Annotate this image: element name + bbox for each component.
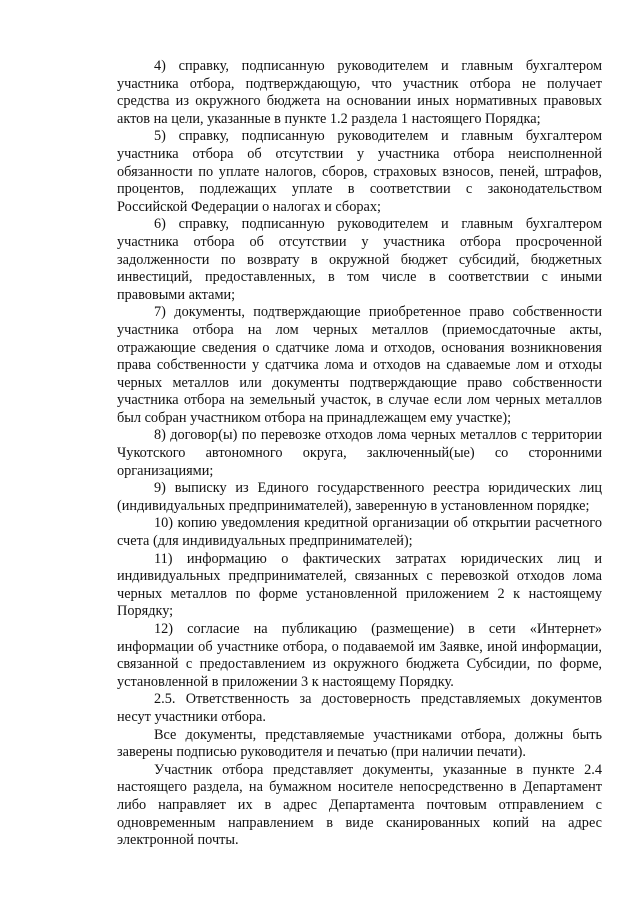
paragraph-item-11: 11) информацию о фактических затратах юридических лиц и индивидуальных предпринимателей, связанных с перевозкой отходов лома черных металлов по форме установленной приложением 2 к настоящему Порядку;	[117, 550, 602, 620]
paragraph-item-6: 6) справку, подписанную руководителем и главным бухгалтером участника отбора об отсутствии у участника отбора просроченной задолженности по возврату в окружной бюджет субсидий, бюджетных инвестиций, предоставленных, в том числе в соответствии с иными правовыми актами;	[117, 216, 602, 303]
document-page	[117, 58, 602, 850]
paragraph-section-2-5: 2.5. Ответственность за достоверность представляемых документов несут участники отбора.	[117, 691, 602, 725]
paragraph-item-10: 10) копию уведомления кредитной организации об открытии расчетного счета (для индивидуальных предпринимателей);	[117, 515, 602, 550]
paragraph-certification: Все документы, представляемые участниками отбора, должны быть заверены подписью руководителя и печатью (при наличии печати).	[117, 726, 602, 761]
paragraph-item-8: 8) договор(ы) по перевозке отходов лома черных металлов с территории Чукотского автономного округа, заключенный(ые) со сторонними организациями;	[117, 427, 602, 479]
paragraph-submission: Участник отбора представляет документы, указанные в пункте 2.4 настоящего раздела, на бумажном носителе непосредственно в Департамент либо направляет их в адрес Департамента почтовым отправлением с одновременным направлением в виде сканированных копий на адрес электронной почты.	[117, 761, 602, 849]
paragraph-item-12: 12) согласие на публикацию (размещение) в сети «Интернет» информации об участнике отбора, о подаваемой им Заявке, иной информации, связанной с предоставлением из окружного бюджета Субсидии, по форме, установленной в приложении 3 к настоящему Порядку.	[117, 621, 602, 690]
paragraph-item-4: 4) справку, подписанную руководителем и главным бухгалтером участника отбора, подтверждающую, что участник отбора не получает средства из окружного бюджета на основании иных нормативных правовых актов на цели, указанные в пункте 1.2 раздела 1 настоящего Порядка;	[117, 58, 602, 127]
paragraph-item-9: 9) выписку из Единого государственного реестра юридических лиц (индивидуальных предпринимателей), заверенную в установленном порядке;	[117, 480, 602, 514]
paragraph-item-7: 7) документы, подтверждающие приобретенное право собственности участника отбора на лом черных металлов (приемосдаточные акты, отражающие сведения о сдатчике лома и отходов, основания возникновения права собственности у сдатчика лома и отходов на сдаваемые лом и отходы черных металлов или документы подтверждающие право собственности участника отбора на земельный участок, в случае если лом черных металлов был собран участником отбора на принадлежащем ему участке);	[117, 304, 602, 426]
paragraph-item-5: 5) справку, подписанную руководителем и главным бухгалтером участника отбора об отсутствии у участника отбора неисполненной обязанности по уплате налогов, сборов, страховых взносов, пеней, штрафов, процентов, подлежащих уплате в соответствии с законодательством Российской Федерации о налогах и сборах;	[117, 128, 602, 215]
